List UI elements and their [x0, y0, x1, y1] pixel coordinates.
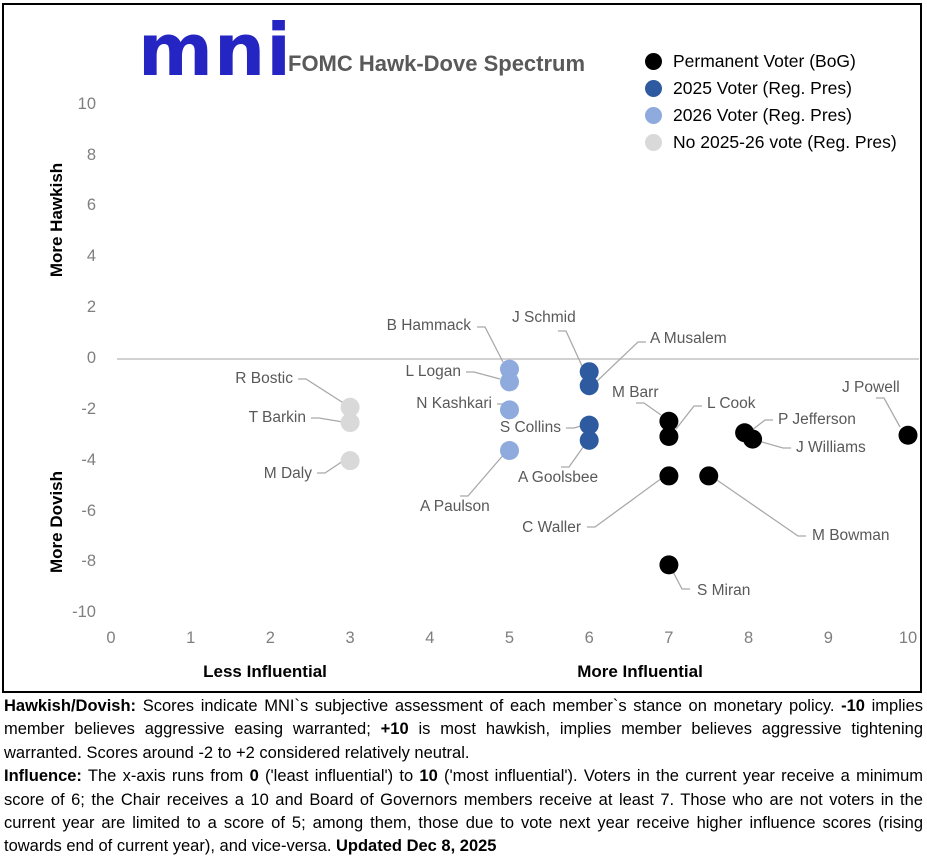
point-label: P Jefferson	[778, 411, 856, 428]
data-point-m-bowman	[699, 466, 718, 485]
leader-line	[558, 331, 582, 366]
leader-line	[636, 403, 661, 415]
footnote-text-segment: The x-axis runs from	[81, 767, 250, 786]
y-tick-label: -10	[72, 603, 96, 622]
x-tick-label: 10	[898, 629, 918, 647]
footnote-paragraph	[4, 765, 923, 859]
leader-line	[676, 406, 702, 429]
y-tick-label: 4	[86, 247, 96, 266]
x-tick-label: 1	[186, 629, 196, 647]
leader-line	[311, 418, 343, 422]
x-tick-label: 6	[584, 629, 594, 647]
y-axis-label-hawkish: More Hawkish	[47, 162, 66, 278]
y-tick-label: -6	[81, 501, 96, 520]
x-tick-label: 3	[345, 629, 355, 647]
point-label: M Daly	[263, 465, 312, 482]
point-label: L Logan	[405, 363, 461, 380]
point-label: R Bostic	[235, 370, 293, 387]
leader-line	[595, 342, 646, 383]
footnote-bold-text: Influence:	[4, 767, 82, 786]
x-axis-label-less: Less Influential	[203, 662, 327, 681]
y-tick-label: 0	[86, 349, 96, 367]
y-tick-label: -4	[81, 450, 96, 469]
data-point-a-paulson	[500, 441, 519, 460]
y-tick-label: 2	[86, 298, 96, 317]
y-tick-label: -2	[81, 399, 96, 418]
footnote-text-segment: implies member believes aggressive easing warranted;	[4, 697, 923, 739]
data-point-m-daly	[341, 451, 360, 470]
y-tick-label: -8	[81, 552, 96, 571]
point-label: A Musalem	[650, 330, 727, 347]
chart-title: FOMC Hawk-Dove Spectrum	[288, 51, 586, 76]
y-tick-label: 10	[77, 94, 96, 113]
point-label: T Barkin	[248, 409, 306, 426]
footnote-bold-text: +10	[380, 720, 409, 739]
point-label: J Williams	[796, 439, 866, 456]
legend-label: 2026 Voter (Reg. Pres)	[673, 105, 852, 125]
x-tick-label: 8	[744, 629, 754, 647]
leader-line	[587, 478, 662, 527]
footnote-paragraph	[4, 695, 923, 765]
point-label: N Kashkari	[416, 395, 492, 412]
leader-line	[876, 398, 900, 427]
footnote-text-segment: Scores indicate MNI`s subjective assessment of each member`s stance on monetary policy.	[136, 697, 842, 715]
x-tick-label: 9	[823, 629, 833, 647]
legend-label: 2025 Voter (Reg. Pres)	[673, 78, 852, 98]
leader-line	[566, 426, 581, 428]
legend-label: Permanent Voter (BoG)	[673, 51, 856, 71]
leader-line	[298, 379, 345, 404]
y-tick-label: 8	[86, 145, 96, 164]
data-point-n-kashkari	[500, 400, 519, 419]
footnote-text	[4, 695, 923, 859]
data-point-t-barkin	[341, 413, 360, 432]
x-tick-label: 2	[265, 629, 275, 647]
data-point-l-logan	[500, 372, 519, 391]
x-tick-label: 7	[664, 629, 674, 647]
point-label: S Collins	[499, 419, 561, 436]
leader-line	[317, 461, 343, 473]
data-point-c-waller	[659, 466, 678, 485]
point-label: L Cook	[707, 395, 756, 412]
y-tick-label: 6	[86, 196, 96, 215]
footnote-bold-text: 0	[249, 767, 259, 786]
footnote-bold-text: -10	[841, 697, 865, 715]
data-point-s-miran	[659, 555, 678, 574]
footnote-text-segment: ('least influential') to	[258, 767, 420, 786]
point-label: M Bowman	[812, 527, 890, 544]
data-point-l-cook	[659, 427, 678, 446]
data-point-j-williams	[743, 430, 762, 449]
x-tick-label: 5	[504, 629, 515, 647]
point-label: J Powell	[842, 379, 900, 396]
mni-logo: mni	[138, 8, 292, 92]
legend-label: No 2025-26 vote (Reg. Pres)	[673, 132, 897, 152]
y-axis-label-dovish: More Dovish	[47, 470, 66, 574]
point-label: A Goolsbee	[518, 469, 599, 486]
leader-line	[466, 372, 500, 379]
point-label: S Miran	[697, 582, 751, 599]
point-label: B Hammack	[386, 317, 471, 334]
leader-line	[460, 453, 505, 496]
leader-line	[714, 478, 806, 536]
footnote-bold-text: Updated Dec 8, 2025	[335, 837, 497, 856]
footnote-bold-text: 10	[419, 767, 438, 786]
data-point-a-musalem	[580, 376, 599, 395]
point-label: M Barr	[612, 384, 659, 401]
data-point-a-goolsbee	[580, 431, 599, 450]
x-axis-label-more: More Influential	[577, 662, 703, 681]
leader-line	[752, 420, 773, 430]
data-point-j-powell	[899, 426, 918, 445]
point-label: J Schmid	[512, 309, 576, 326]
x-tick-label: 0	[106, 629, 116, 647]
x-tick-label: 4	[425, 629, 435, 647]
footnote-text-segment: ('most influential'). Voters in the current year receive a minimum score of 6; the Chair receives a 10 and Board of Governors members receive at least 7. Those who are not voters in the current year are limited to a score of 5; among them, those due to vote next year receive higher influence scores (rising towards end of current year), and vice-versa.	[4, 767, 923, 856]
point-label: C Waller	[522, 519, 581, 536]
leader-line	[477, 327, 503, 362]
footnote-text-segment: is most hawkish, implies member believes aggressive tightening warranted. Scores around -2 to +2 considered relatively neutral.	[4, 720, 923, 762]
point-label: A Paulson	[420, 498, 490, 515]
footnote-bold-text: Hawkish/Dovish:	[4, 697, 137, 715]
